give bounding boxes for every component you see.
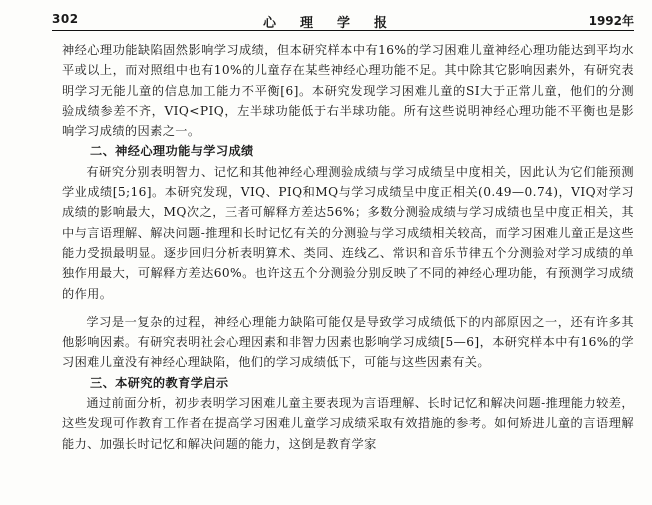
- paragraph-neuro-imbalance: 神经心理功能缺陷固然影响学习成绩，但本研究样本中有16%的学习困难儿童神经心理功能达到平均水平或以上，而对照组中也有10%的儿童存在某些神经心理功能不足。其中除其它影响因素外，有研究表明学习无能儿童的信息加工能力不平衡[6]。本研究发现学习困难儿童的SI大于正常儿童，他们的分测验成绩参差不齐，VIQ<PIQ，左半球功能低于右半球功能。所有这些说明神经心理功能不平衡也是影响学习成绩的因素之一。: [62, 43, 634, 139]
- section-heading-3: 三、本研究的教育学启示: [90, 375, 229, 390]
- running-head: [52, 12, 634, 32]
- paragraph-education-implications: 通过前面分析，初步表明学习困难儿童主要表现为言语理解、长时记忆和解决问题-推理能力较差，这些发现可作教育工作者在提高学习困难儿童学习成绩采取有效措施的参考。如何矫进儿童的言语理解能力、加强长时记忆和解决问题的能力，这倒是教育学家: [62, 396, 634, 451]
- paragraph-other-factors: 学习是一复杂的过程，神经心理能力缺陷可能仅是导致学习成绩低下的内部原因之一，还有许多其他影响因素。有研究表明社会心理因素和非智力因素也影响学习成绩[5—6]，本研究样本中有16%的学习困难儿童没有神经心理缺陷，他们的学习成绩低下，可能与这些因素有关。: [62, 314, 634, 370]
- publication-year: 1992年: [588, 14, 634, 28]
- header-rule: [52, 30, 634, 31]
- article-body: [62, 40, 634, 454]
- section-heading-2: 二、神经心理功能与学习成绩: [90, 144, 254, 159]
- paragraph-spacer: [62, 304, 634, 312]
- journal-title: 心理学报: [262, 16, 411, 31]
- page-number: 302: [52, 12, 79, 26]
- paragraph-neuro-achievement: 有研究分别表明智力、记忆和其他神经心理测验成绩与学习成绩呈中度相关，因此认为它们能预测学业成绩[5;16]。本研究发现，VIQ、PIQ和MQ与学习成绩呈中度正相关(0.49—0.74)，VIQ对学习成绩的影响最大，MQ次之，三者可解释方差达56%；多数分测验成绩与学习成绩也呈中度正相关，其中与言语理解、解决问题-推理和长时记忆有关的分测验与学习成绩相关较高，而学习困难儿童正是这些能力受损最明显。逐步回归分析表明算术、类同、连线乙、常识和音乐节律五个分测验对学习成绩的单独作用最大，可解释方差达60%。也许这五个分测验分别反映了不同的神经心理功能，有预测学习成绩的作用。: [62, 164, 634, 301]
